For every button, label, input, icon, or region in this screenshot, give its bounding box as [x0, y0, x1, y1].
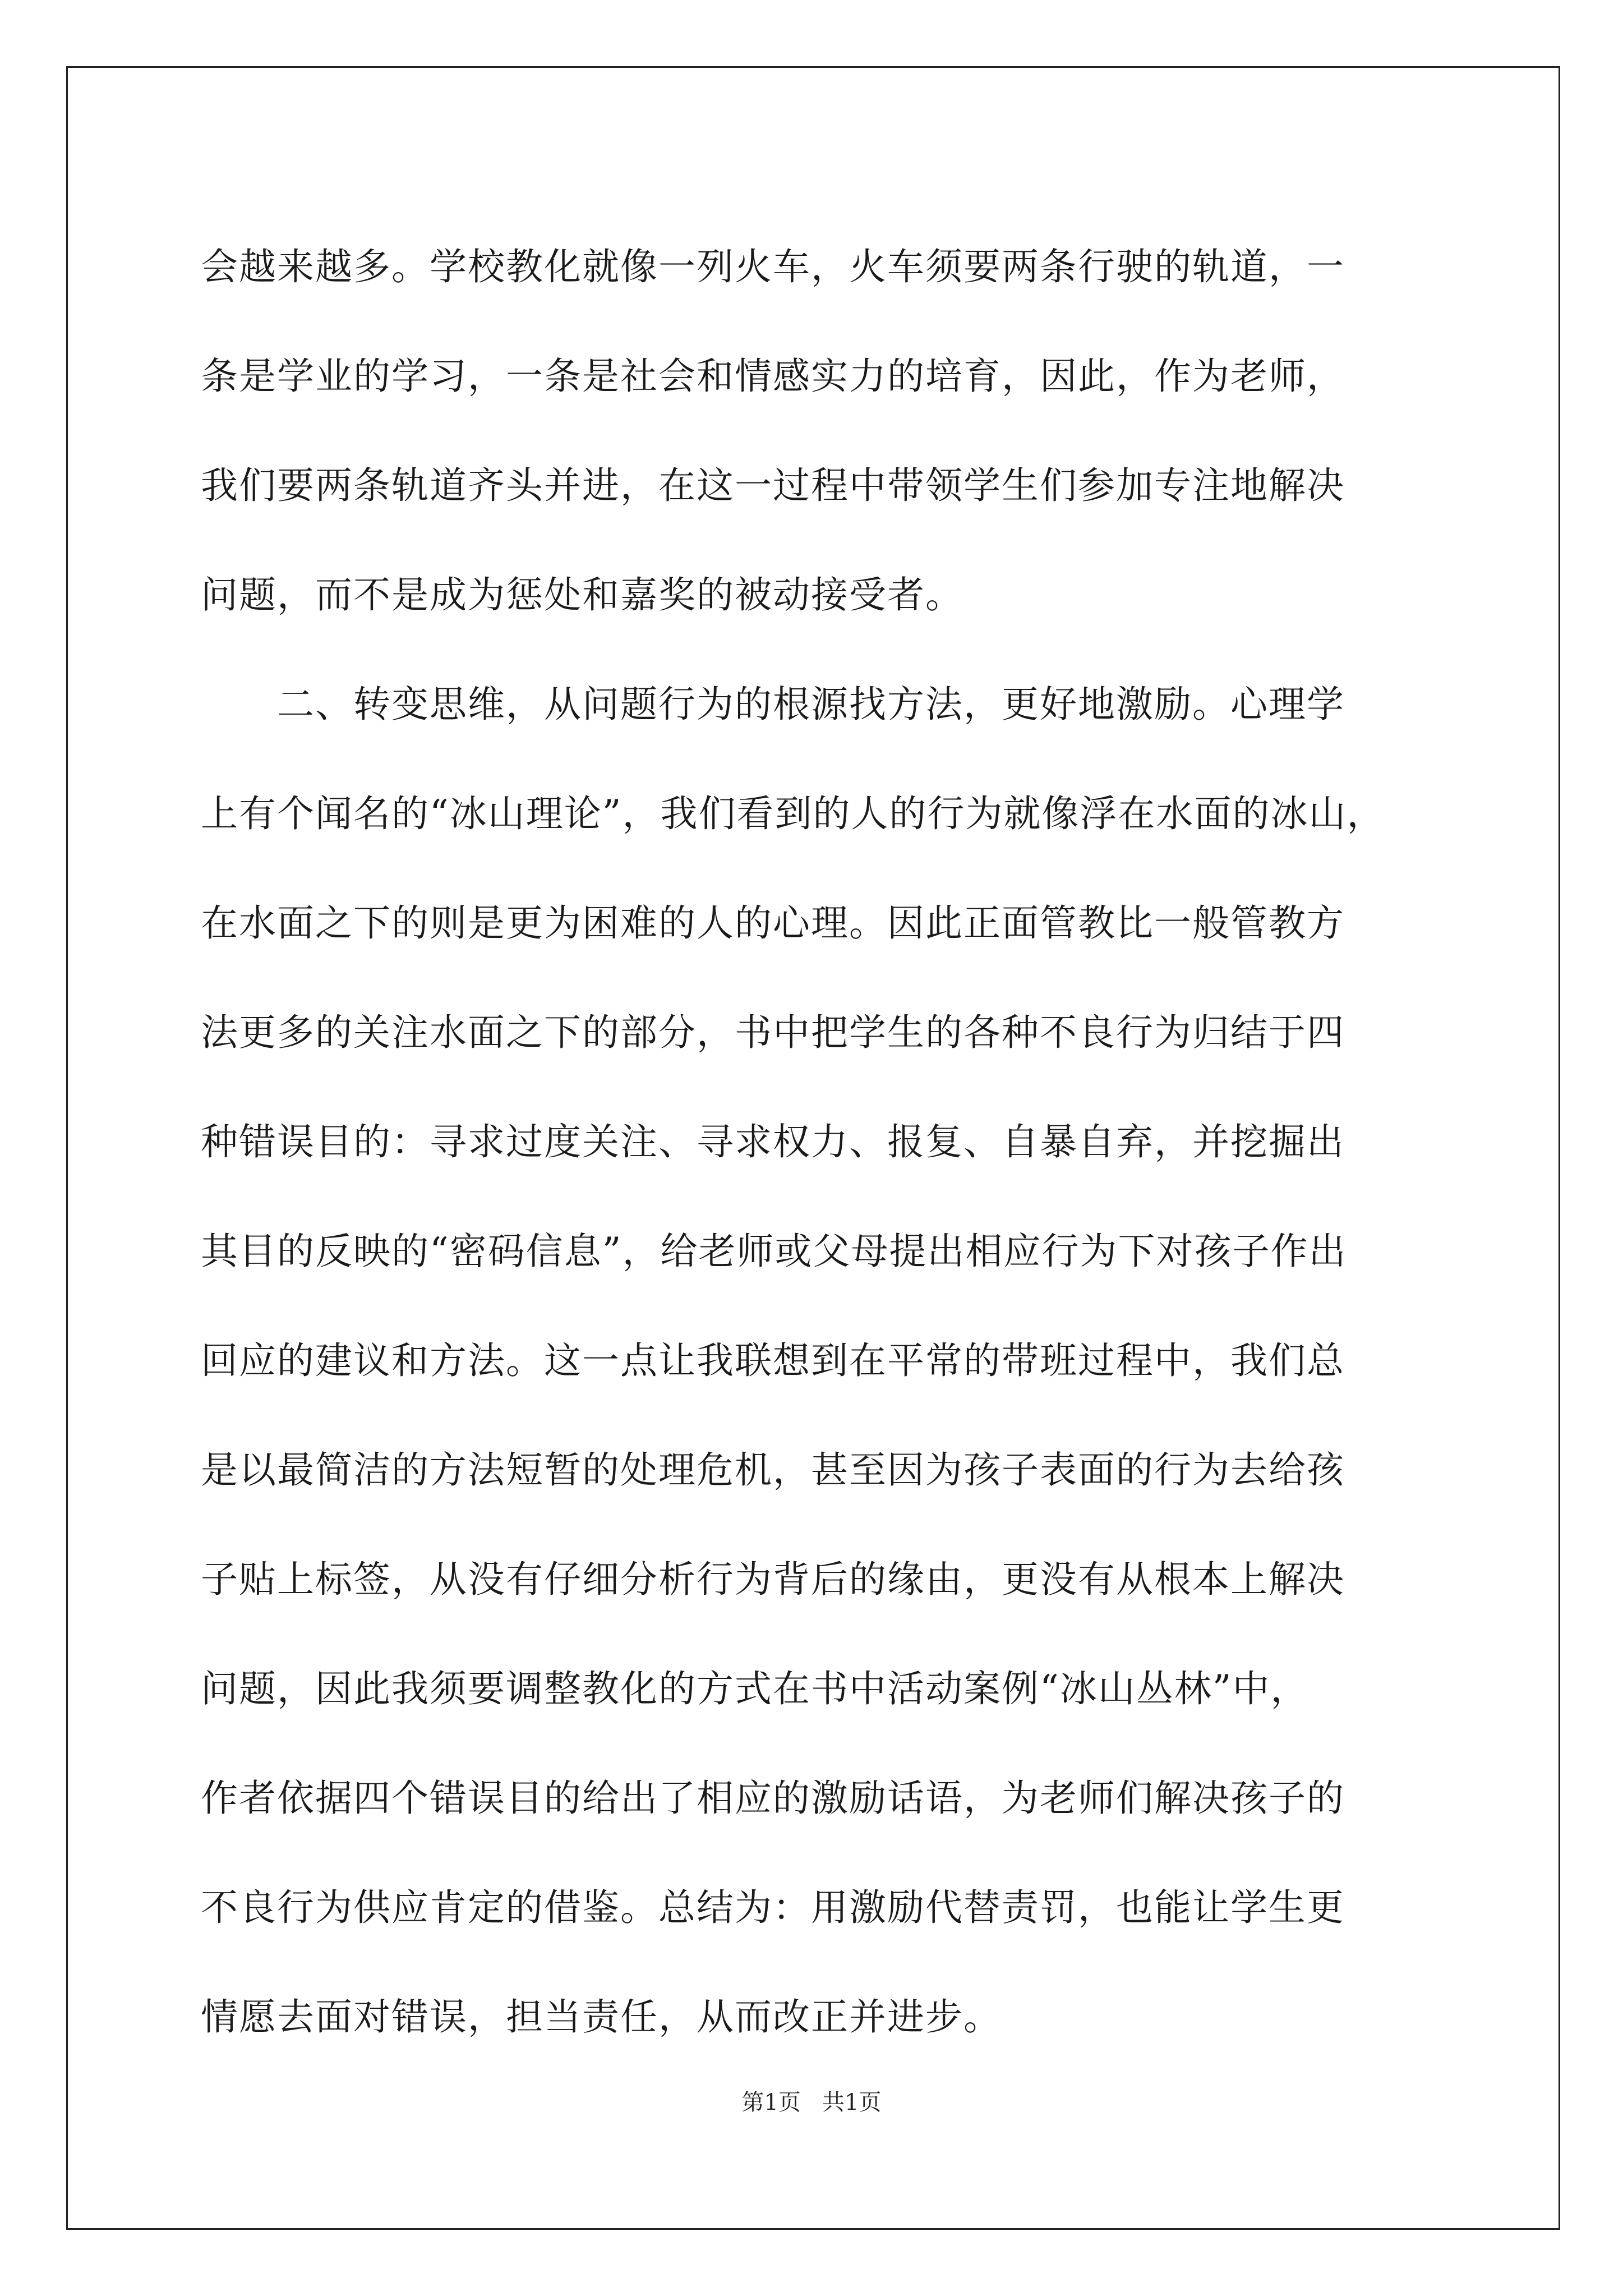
text-line: 问题，因此我须要调整教化的方式在书中活动案例“冰山丛林”中，	[201, 1667, 1309, 1710]
text-line: 种错误目的：寻求过度关注、寻求权力、报复、自暴自弃，并挖掘出	[201, 1120, 1345, 1163]
body-text	[201, 212, 1435, 2072]
text-line: 不良行为供应肯定的借鉴。总结为：用激励代替责罚，也能让学生更	[201, 1886, 1345, 1929]
text-line: 上有个闻名的“冰山理论”，我们看到的人的行为就像浮在水面的冰山，	[201, 792, 1385, 835]
text-line: 是以最简洁的方法短暂的处理危机，甚至因为孩子表面的行为去给孩	[201, 1448, 1345, 1492]
text-line: 二、转变思维，从问题行为的根源找方法，更好地激励。心理学	[201, 683, 1345, 726]
text-line: 条是学业的学习，一条是社会和情感实力的培育，因此，作为老师，	[201, 355, 1345, 398]
page-footer: 第1页 共1页	[741, 2090, 882, 2115]
text-line: 回应的建议和方法。这一点让我联想到在平常的带班过程中，我们总	[201, 1339, 1345, 1382]
text-line: 法更多的关注水面之下的部分，书中把学生的各种不良行为归结于四	[201, 1011, 1345, 1054]
text-line: 子贴上标签，从没有仔细分析行为背后的缘由，更没有从根本上解决	[201, 1558, 1345, 1601]
text-line: 在水面之下的则是更为困难的人的心理。因此正面管教比一般管教方	[201, 901, 1345, 945]
text-line: 其目的反映的“密码信息”，给老师或父母提出相应行为下对孩子作出	[201, 1230, 1347, 1273]
text-line: 问题，而不是成为惩处和嘉奖的被动接受者。	[201, 573, 963, 616]
text-line: 会越来越多。学校教化就像一列火车，火车须要两条行驶的轨道，一	[201, 245, 1345, 288]
text-line: 情愿去面对错误，担当责任，从而改正并进步。	[201, 1995, 1002, 2039]
text-line: 作者依据四个错误目的给出了相应的激励话语，为老师们解决孩子的	[201, 1777, 1345, 1820]
text-line: 我们要两条轨道齐头并进，在这一过程中带领学生们参加专注地解决	[201, 464, 1345, 507]
